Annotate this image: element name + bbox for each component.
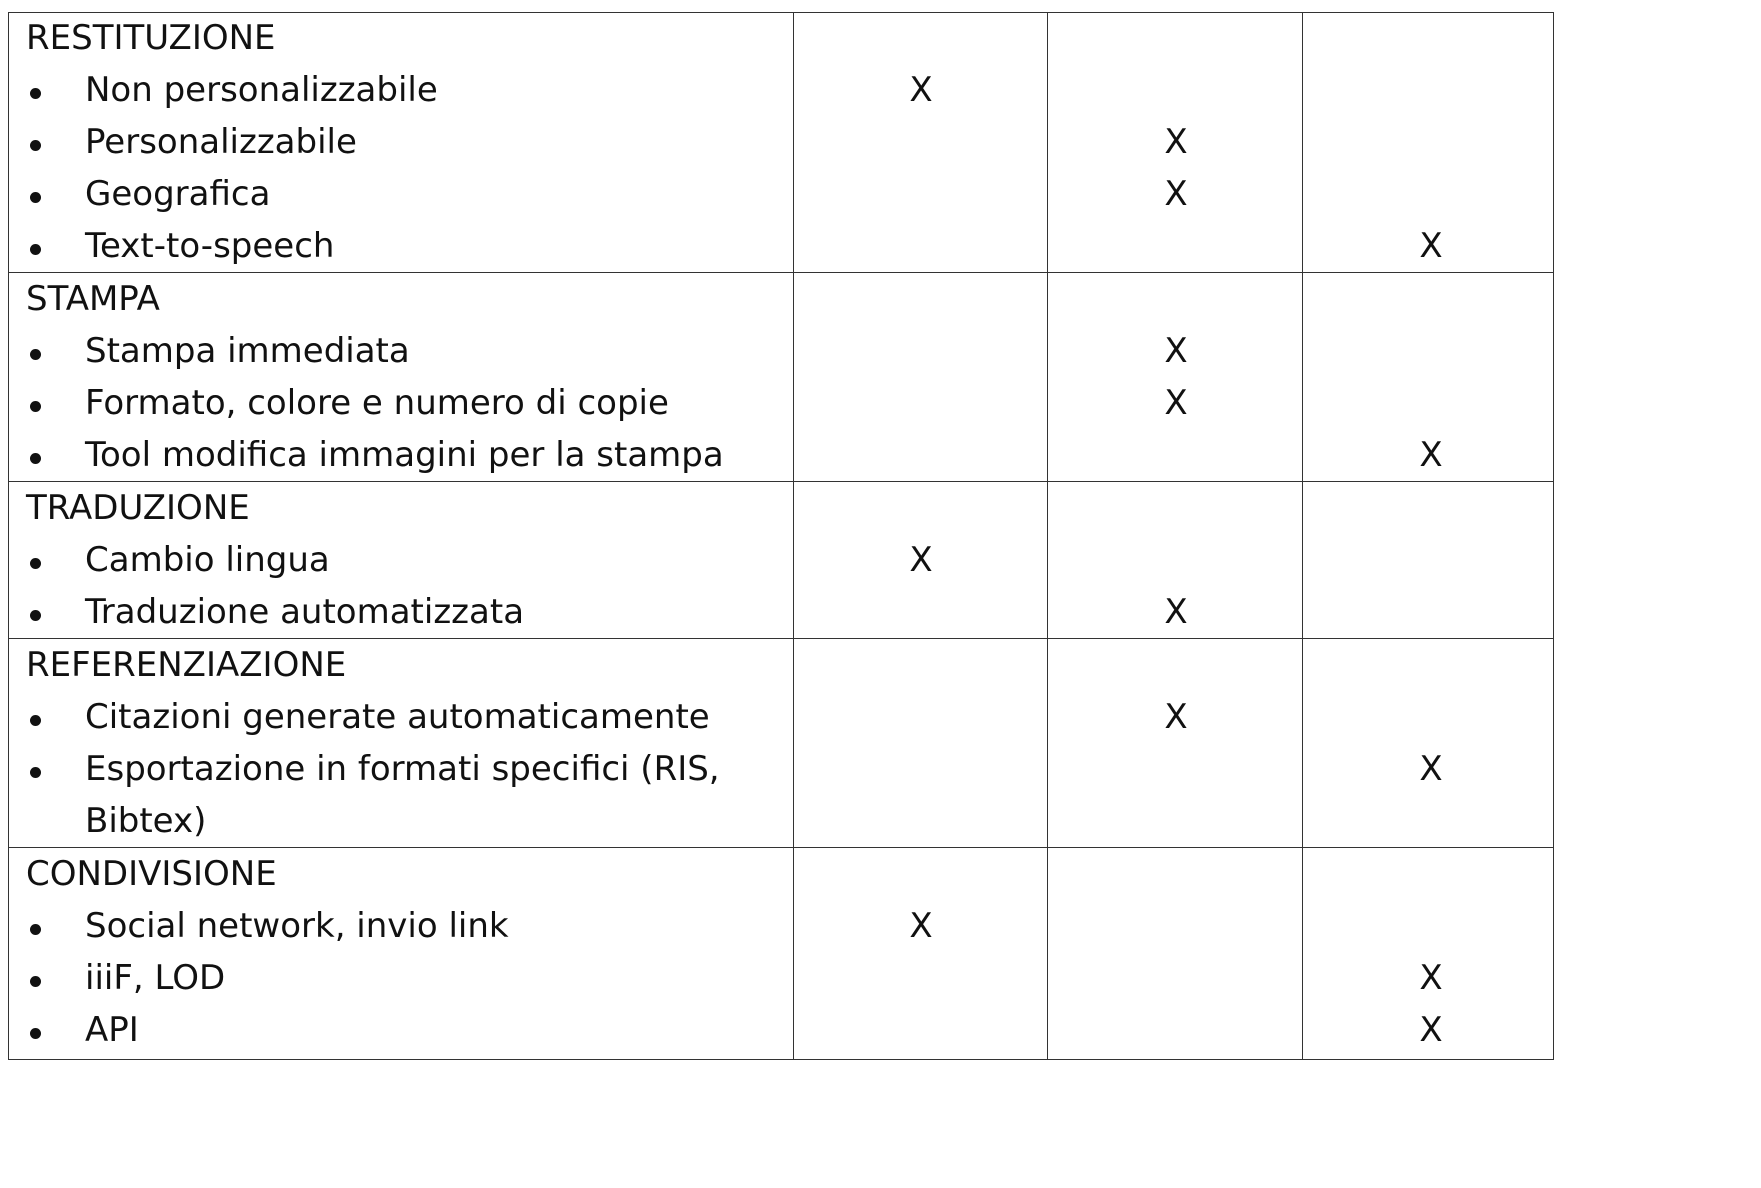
section-restituzione: [8, 12, 1554, 272]
check-mark: X: [1419, 1010, 1443, 1050]
item-label-continuation: Bibtex): [85, 801, 207, 841]
check-mark: X: [1164, 122, 1188, 162]
check-mark: X: [909, 540, 933, 580]
check-mark: X: [1164, 592, 1188, 632]
table-row: [8, 116, 1554, 168]
table-row: [8, 900, 1554, 952]
item-label: Traduzione automatizzata: [85, 592, 525, 632]
section-title: CONDIVISIONE: [26, 854, 277, 894]
section-title: STAMPA: [26, 279, 160, 319]
feature-table: [8, 12, 1554, 1072]
table-row: [8, 377, 1554, 429]
item-label: Social network, invio link: [85, 906, 509, 946]
item-label: Text-to-speech: [85, 226, 335, 266]
bullet-icon: [30, 349, 41, 360]
bullet-icon: [30, 244, 41, 255]
bullet-icon: [30, 558, 41, 569]
item-label: Esportazione in formati specifici (RIS,: [85, 749, 720, 789]
bullet-icon: [30, 140, 41, 151]
item-label: Stampa immediata: [85, 331, 410, 371]
table-row: [8, 64, 1554, 116]
table-row: [8, 220, 1554, 272]
table-row: [8, 534, 1554, 586]
section-referenziazione: [8, 639, 1554, 847]
table-row: [8, 691, 1554, 743]
check-mark: X: [1164, 174, 1188, 214]
item-label: Non personalizzabile: [85, 70, 438, 110]
table-row: [8, 1004, 1554, 1056]
section-traduzione: [8, 482, 1554, 638]
check-mark: X: [1419, 958, 1443, 998]
bullet-icon: [30, 1028, 41, 1039]
item-label: Formato, colore e numero di copie: [85, 383, 669, 423]
check-mark: X: [1419, 435, 1443, 475]
grid-line: [8, 1059, 1554, 1060]
check-mark: X: [1419, 226, 1443, 266]
bullet-icon: [30, 715, 41, 726]
table-row: [8, 325, 1554, 377]
bullet-icon: [30, 88, 41, 99]
table-row: [8, 743, 1554, 795]
check-mark: X: [909, 906, 933, 946]
bullet-icon: [30, 767, 41, 778]
section-title: RESTITUZIONE: [26, 18, 276, 58]
check-mark: X: [1164, 383, 1188, 423]
bullet-icon: [30, 924, 41, 935]
item-label: Tool modifica immagini per la stampa: [85, 435, 724, 475]
item-label: API: [85, 1010, 139, 1050]
section-title: TRADUZIONE: [26, 488, 250, 528]
table-row: [8, 952, 1554, 1004]
bullet-icon: [30, 401, 41, 412]
bullet-icon: [30, 453, 41, 464]
section-stampa: [8, 273, 1554, 481]
item-label: Cambio lingua: [85, 540, 330, 580]
table-row: [8, 586, 1554, 638]
check-mark: X: [1164, 697, 1188, 737]
bullet-icon: [30, 610, 41, 621]
table-row: [8, 168, 1554, 220]
table-row-continuation: [8, 795, 1554, 847]
table-row: [8, 429, 1554, 481]
bullet-icon: [30, 192, 41, 203]
check-mark: X: [909, 70, 933, 110]
item-label: Personalizzabile: [85, 122, 357, 162]
item-label: Geografica: [85, 174, 271, 214]
bullet-icon: [30, 976, 41, 987]
check-mark: X: [1419, 749, 1443, 789]
item-label: Citazioni generate automaticamente: [85, 697, 710, 737]
section-title: REFERENZIAZIONE: [26, 645, 347, 685]
item-label: iiiF, LOD: [85, 958, 226, 998]
check-mark: X: [1164, 331, 1188, 371]
section-condivisione: [8, 848, 1554, 1056]
